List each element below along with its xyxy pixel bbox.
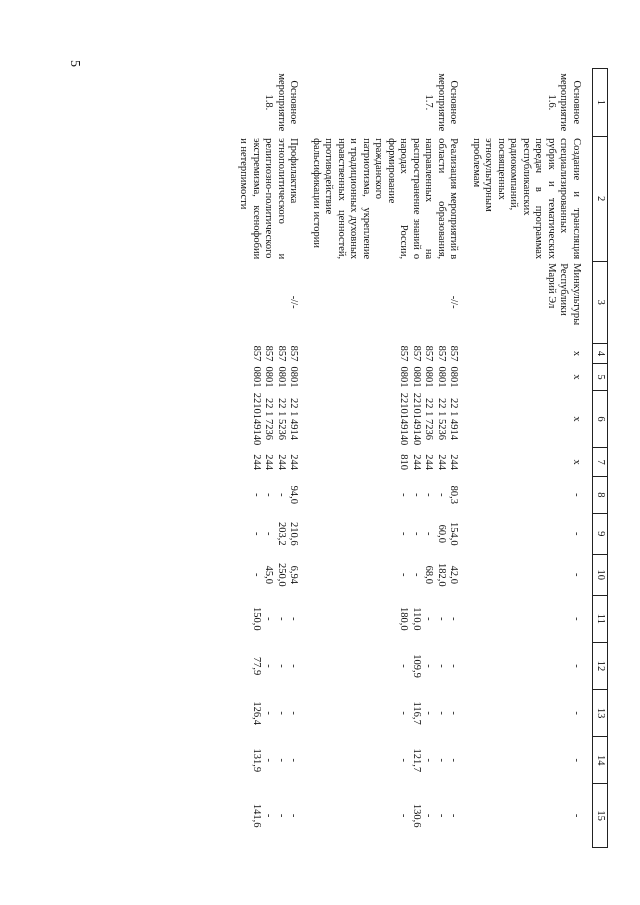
value-cell	[237, 476, 310, 513]
line-value: -	[263, 532, 275, 536]
line-value: -	[436, 617, 447, 621]
line-value: -	[288, 813, 300, 818]
line-value: 0801	[251, 366, 262, 388]
line-value: -	[448, 664, 460, 668]
activity-id-cell: Основное мероприятие 1.6.	[546, 73, 582, 132]
line-value: -	[448, 813, 460, 818]
line-value: -	[411, 532, 422, 536]
value-cell	[237, 784, 310, 848]
line-value: 244	[423, 454, 435, 470]
activity-description-cell: Создание и трансляция специализированных рубрик и тематических передач в программах республиканских радиокомпаний, посвященных этнокультурным проблемам	[471, 138, 582, 260]
line-value: -	[398, 813, 410, 818]
rzpr-cell	[310, 364, 470, 391]
line-value: 244	[288, 454, 300, 470]
line-value: 22 1 7236	[423, 398, 435, 441]
value-cell	[310, 690, 470, 737]
table-row-activity-1-7	[310, 69, 470, 848]
value-cell: -	[571, 813, 582, 818]
line-value: 22 1 5236	[276, 398, 287, 441]
line-value: 244	[263, 454, 275, 470]
col-header-3: 3	[593, 261, 608, 343]
value-cell	[310, 784, 470, 848]
line-value: 2210149140	[251, 392, 262, 446]
line-value: 244	[411, 454, 422, 470]
table-row-activity-1-8	[237, 69, 310, 848]
line-value: 126,4	[251, 701, 262, 725]
line-value: -	[263, 758, 275, 763]
line-value: 244	[276, 454, 287, 470]
line-value: 210,6	[288, 521, 300, 546]
line-value: -	[276, 813, 287, 818]
line-value: 857	[398, 345, 410, 362]
line-value: 244	[448, 454, 460, 470]
line-value: -	[436, 758, 447, 763]
line-value: 77,9	[251, 656, 262, 676]
line-value: 80,3	[448, 485, 460, 505]
line-value: 60,0	[436, 524, 447, 543]
grbs-cell	[237, 343, 310, 364]
col-header-7: 7	[593, 448, 608, 477]
line-value: -	[423, 664, 435, 668]
rotated-table-container	[88, 68, 608, 848]
col-header-9: 9	[593, 513, 608, 554]
value-cell	[310, 554, 470, 595]
line-value: -	[263, 493, 275, 497]
line-value: 182,0	[436, 562, 447, 587]
grbs-cell	[310, 343, 470, 364]
line-value: -	[436, 813, 447, 818]
program-activities-table	[237, 68, 608, 848]
line-value: 0801	[288, 366, 300, 388]
column-number-header	[593, 69, 608, 848]
vr-cell: х	[571, 459, 582, 465]
line-value: 0801	[436, 366, 447, 388]
line-value: -	[411, 493, 422, 497]
line-value: 94,0	[288, 485, 300, 505]
line-value: 857	[448, 345, 460, 362]
line-value: 2210149140	[398, 392, 410, 446]
value-cell	[310, 595, 470, 642]
value-cell	[237, 513, 310, 554]
line-value: -	[251, 493, 262, 497]
line-value: 154,0	[448, 521, 460, 546]
activity-id-cell: Основное мероприятие 1.7.	[423, 73, 460, 132]
line-value: -	[398, 573, 410, 577]
line-value: 857	[251, 345, 262, 362]
line-value: -	[276, 493, 287, 497]
line-value: 857	[411, 345, 422, 362]
vr-cell	[237, 448, 310, 477]
line-value: -	[448, 617, 460, 621]
line-value: -	[423, 711, 435, 715]
line-value: 42,0	[448, 565, 460, 584]
line-value: 203,2	[276, 521, 287, 546]
value-cell	[237, 690, 310, 737]
value-cell: -	[571, 617, 582, 621]
line-value: -	[251, 573, 262, 577]
value-cell	[237, 642, 310, 689]
vr-cell	[310, 448, 470, 477]
activity-description-cell: Реализация мероприятий в области образования, направленных на распространение знаний о народах России, формирование гражданского патриотизма, укрепление и традиционных духовных нравственных ценностей, противодействие фальсификации истории	[311, 138, 460, 260]
value-cell: -	[571, 573, 582, 577]
value-cell	[237, 554, 310, 595]
grbs-cell: х	[571, 350, 582, 357]
line-value: 857	[276, 345, 287, 362]
value-cell	[237, 737, 310, 784]
value-cell	[310, 737, 470, 784]
col-header-8: 8	[593, 476, 608, 513]
line-value: 68,0	[423, 565, 435, 584]
line-value: -	[251, 532, 262, 536]
value-cell	[310, 513, 470, 554]
line-value: -	[288, 758, 300, 763]
page-number: 5	[67, 60, 82, 67]
rzpr-cell	[237, 364, 310, 391]
line-value: 150,0	[251, 607, 262, 631]
col-header-5: 5	[593, 364, 608, 391]
responsible-cell: Минкультуры Республики Марий Эл	[546, 263, 582, 326]
line-value: 244	[436, 454, 447, 470]
line-value: 857	[436, 345, 447, 362]
line-value: -	[276, 711, 287, 715]
line-value: 109,9	[411, 654, 422, 678]
line-value: -	[423, 813, 435, 818]
col-header-6: 6	[593, 390, 608, 447]
col-header-1: 1	[593, 69, 608, 137]
line-value: -	[423, 532, 435, 536]
rzpr-cell: х	[571, 374, 582, 380]
line-value: -	[448, 758, 460, 763]
line-value: 45,0	[263, 565, 275, 584]
line-value: 857	[263, 345, 275, 362]
line-value: 6,94	[288, 565, 300, 584]
line-value: -	[448, 711, 460, 715]
line-value: -	[263, 711, 275, 715]
line-value: 22 1 5236	[436, 398, 447, 441]
value-cell: -	[571, 664, 582, 668]
responsible-cell: -//-	[288, 295, 300, 309]
line-value: -	[263, 813, 275, 818]
line-value: -	[423, 617, 435, 621]
line-value: 857	[423, 345, 435, 362]
line-value: -	[288, 617, 300, 621]
line-value: 116,7	[411, 701, 422, 725]
csr-cell: х	[571, 416, 582, 422]
line-value: -	[398, 758, 410, 763]
line-value: -	[423, 758, 435, 763]
line-value: -	[398, 532, 410, 536]
line-value: -	[276, 617, 287, 621]
col-header-10: 10	[593, 554, 608, 595]
value-cell	[310, 476, 470, 513]
value-cell: -	[571, 711, 582, 715]
csr-cell	[237, 390, 310, 447]
line-value: -	[398, 664, 410, 668]
line-value: 22 1 7236	[263, 398, 275, 441]
line-value: -	[263, 664, 275, 668]
line-value: 110,0	[411, 607, 422, 631]
csr-cell	[310, 390, 470, 447]
responsible-cell: -//-	[448, 295, 460, 309]
line-value: 857	[288, 345, 300, 362]
line-value: 0801	[448, 366, 460, 388]
line-value: -	[436, 493, 447, 497]
line-value: -	[288, 664, 300, 668]
line-value: 0801	[276, 366, 287, 388]
line-value: -	[398, 711, 410, 715]
line-value: -	[398, 493, 410, 497]
line-value: -	[423, 493, 435, 497]
line-value: -	[276, 758, 287, 763]
line-value: -	[436, 664, 447, 668]
line-value: 244	[251, 454, 262, 470]
value-cell: -	[571, 758, 582, 763]
col-header-14: 14	[593, 737, 608, 784]
line-value: 121,7	[411, 748, 422, 773]
line-value: 250,0	[276, 562, 287, 587]
line-value: -	[276, 664, 287, 668]
col-header-15: 15	[593, 784, 608, 848]
line-value: 0801	[263, 366, 275, 388]
line-value: 141,6	[251, 803, 262, 828]
col-header-12: 12	[593, 642, 608, 689]
line-value: 22 1 4914	[288, 398, 300, 441]
col-header-2: 2	[593, 136, 608, 261]
line-value: -	[411, 573, 422, 577]
line-value: 22 1 4914	[448, 398, 460, 441]
value-cell: -	[571, 532, 582, 536]
line-value: 0801	[411, 366, 422, 388]
value-cell: -	[571, 493, 582, 497]
activity-id-cell: Основное мероприятие 1.8.	[263, 73, 300, 132]
line-value: 180,0	[398, 607, 410, 631]
line-value: 2210149140	[411, 392, 422, 446]
col-header-13: 13	[593, 690, 608, 737]
line-value: 810	[398, 454, 410, 470]
line-value: -	[263, 617, 275, 621]
line-value: 131,9	[251, 748, 262, 773]
line-value: 130,6	[411, 803, 422, 828]
line-value: -	[436, 711, 447, 715]
line-value: 0801	[398, 366, 410, 388]
col-header-11: 11	[593, 595, 608, 642]
line-value: 0801	[423, 366, 435, 388]
activity-description-cell: Профилактика этнополитического и религиозно-политического экстремизма, ксенофобии и нетерпимости	[238, 138, 300, 260]
value-cell	[310, 642, 470, 689]
col-header-4: 4	[593, 343, 608, 364]
line-value: -	[288, 711, 300, 715]
table-row-activity-1-6	[470, 69, 593, 848]
value-cell	[237, 595, 310, 642]
